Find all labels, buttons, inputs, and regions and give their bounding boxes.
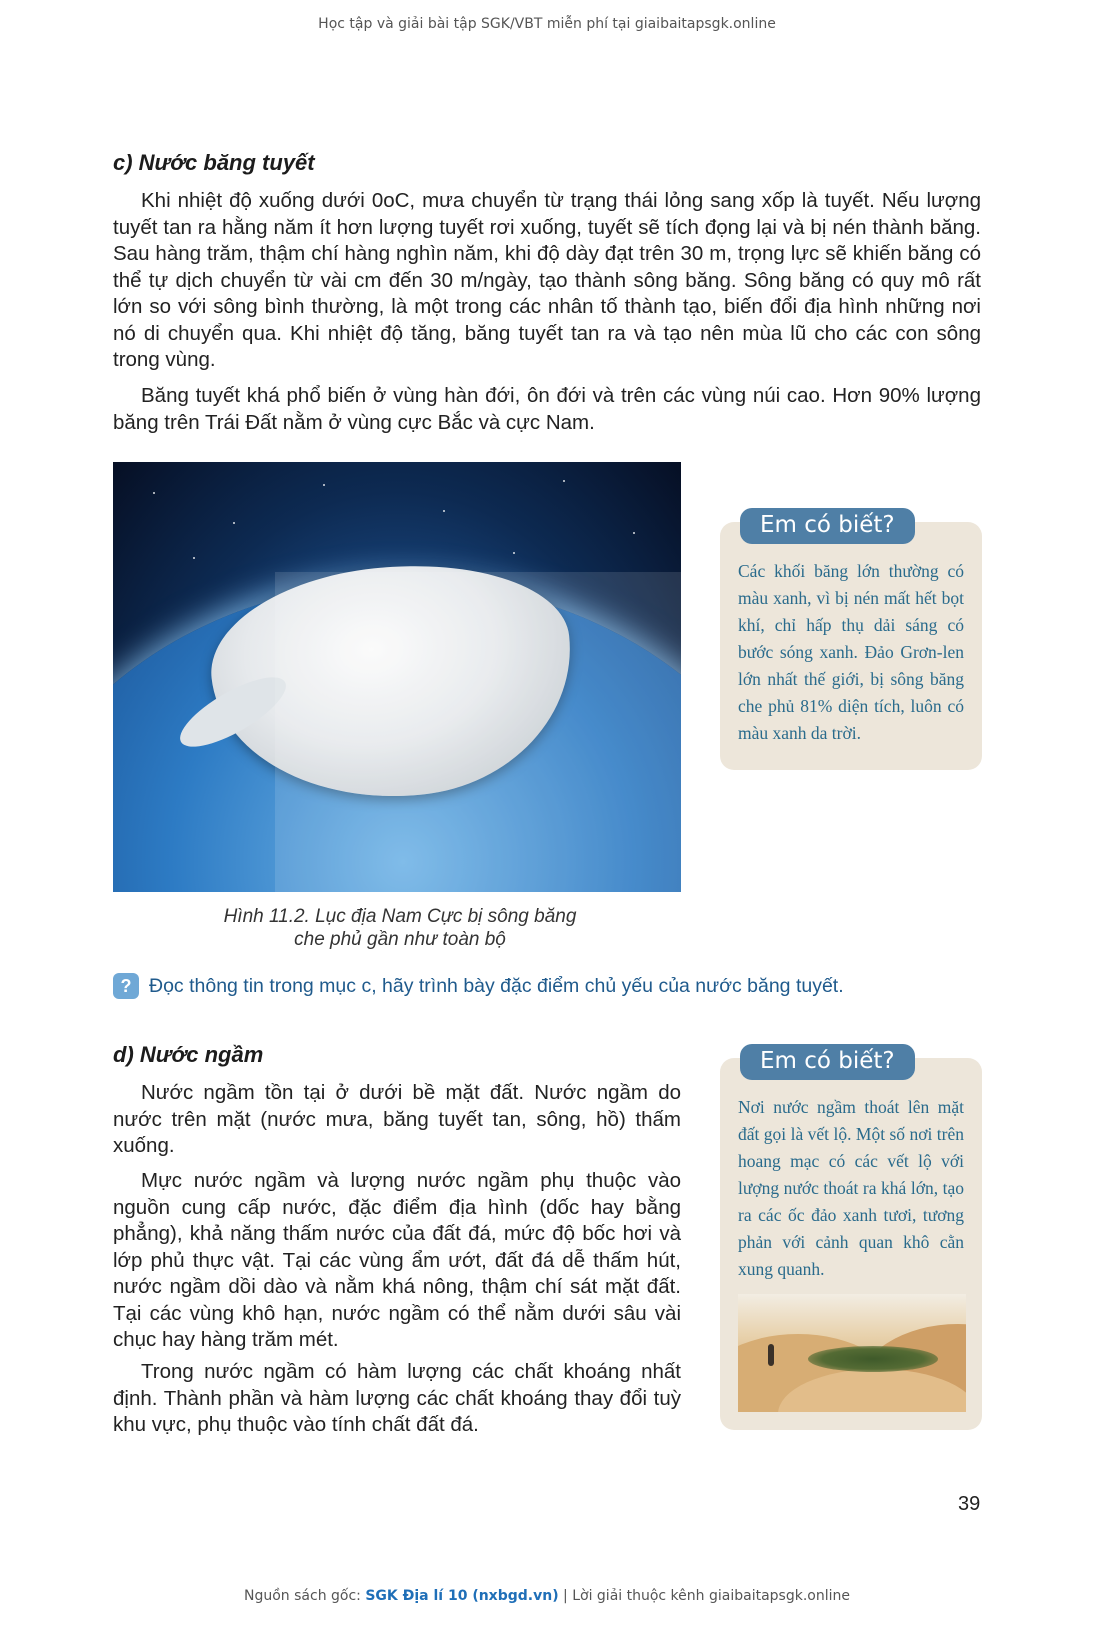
section-d-paragraph-1: Nước ngầm tồn tại ở dưới bề mặt đất. Nước ngầm do nước trên mặt (nước mưa, băng tuyết tan, sông, hồ) thấm xuống.: [113, 1081, 681, 1157]
section-c-paragraph-2: Băng tuyết khá phổ biến ở vùng hàn đới, ôn đới và trên các vùng núi cao. Hơn 90% lượng băng trên Trái Đất nằm ở vùng cực Bắc và cực Nam.: [113, 384, 981, 434]
did-you-know-box-2: [720, 1048, 982, 1430]
footer-suffix: | Lời giải thuộc kênh giaibaitapsgk.online: [558, 1588, 850, 1604]
section-d-paragraph-2: Mực nước ngầm và lượng nước ngầm phụ thuộc vào nguồn cung cấp nước, đặc điểm địa hình (dốc hay bằng phẳng), khả năng thấm nước của đất đá, mức độ bốc hơi và lớp phủ thực vật. Tại các vùng ẩm ướt, đất đá dễ thấm hút, nước ngầm dồi dào và nằm khá nông, thậm chí sát mặt đất. Tại các vùng khô hạn, nước ngầm có thể nằm dưới sâu vài chục hay hàng trăm mét.: [113, 1169, 681, 1351]
walker-figure: [768, 1344, 774, 1366]
desert-oasis-image: [738, 1294, 966, 1412]
did-you-know-text-2: Nơi nước ngầm thoát lên mặt đất gọi là vết lộ. Một số nơi trên hoang mạc có các vết lộ với lượng nước thoát ra khá lớn, tạo ra các ốc đảo xanh tươi, tương phản với cảnh quan khô cằn xung quanh.: [738, 1097, 964, 1279]
page-number: 39: [958, 1493, 981, 1515]
did-you-know-title-2: Em có biết?: [740, 1044, 915, 1080]
antarctica-image: [113, 462, 681, 892]
section-d-heading: d) Nước ngầm: [113, 1042, 264, 1067]
footer-prefix: Nguồn sách gốc:: [244, 1588, 366, 1604]
question-icon: ?: [113, 973, 139, 999]
figure-caption-line-1: Hình 11.2. Lục địa Nam Cực bị sông băng: [223, 906, 577, 927]
top-banner: Học tập và giải bài tập SGK/VBT miễn phí tại giaibaitapsgk.online: [318, 16, 776, 32]
footer: [0, 1588, 1094, 1604]
question-prompt: [113, 973, 844, 999]
section-c-paragraph-1: Khi nhiệt độ xuống dưới 0oC, mưa chuyển từ trạng thái lỏng sang xốp là tuyết. Nếu lượng tuyết tan ra hằng năm ít hơn lượng tuyết rơi xuống, tuyết sẽ tích đọng lại và bị nén thành băng. Sau hàng trăm, thậm chí hàng nghìn năm, khi độ dày đạt trên 30 m, trọng lực sẽ khiến băng có thể tự dịch chuyển từ vài cm đến 30 m/ngày, tạo thành sông băng. Sông băng có quy mô rất lớn so với sông bình thường, là một trong các nhân tố thành tạo, biến đổi địa hình những nơi nó di chuyển qua. Khi nhiệt độ tăng, băng tuyết tan ra và tạo nên mùa lũ cho các con sông trong vùng.: [113, 189, 981, 371]
section-d-paragraph-3: Trong nước ngầm có hàm lượng các chất khoáng nhất định. Thành phần và hàm lượng các chất khoáng thay đổi tuỳ khu vực, phụ thuộc vào tính chất đất đá.: [113, 1360, 681, 1436]
did-you-know-title-1: Em có biết?: [740, 508, 915, 544]
oasis-palms: [808, 1346, 938, 1372]
did-you-know-box-1: [720, 512, 982, 770]
footer-source-link[interactable]: SGK Địa lí 10 (nxbgd.vn): [365, 1588, 559, 1604]
figure-caption: [200, 905, 600, 951]
did-you-know-text-1: Các khối băng lớn thường có màu xanh, vì bị nén mất hết bọt khí, chỉ hấp thụ dải sáng có bước sóng xanh. Đảo Grơn-len lớn nhất thế giới, bị sông băng che phủ 81% diện tích, luôn có màu xanh da trời.: [738, 561, 964, 743]
question-text: Đọc thông tin trong mục c, hãy trình bày đặc điểm chủ yếu của nước băng tuyết.: [149, 974, 844, 997]
figure-caption-line-2: che phủ gần như toàn bộ: [294, 929, 506, 950]
section-c-heading: c) Nước băng tuyết: [113, 150, 315, 175]
